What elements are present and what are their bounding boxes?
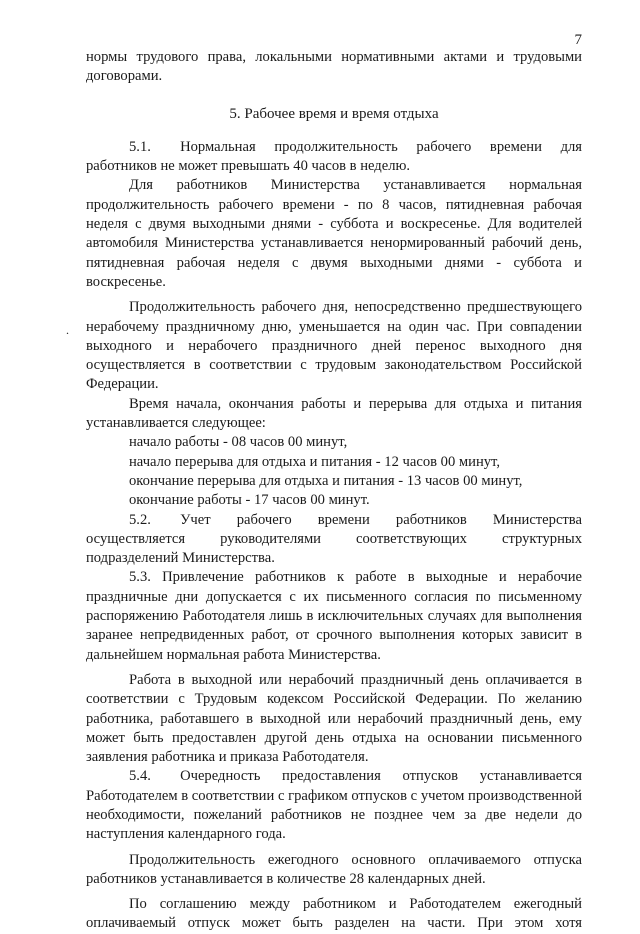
paragraph-weekend-pay: Работа в выходной или нерабочий праздничный день оплачивается в соответствии с Трудовым кодексом Российской Федерации. По желанию работника, работавшего в выходной или нерабочий праздничный день, ему может быть предоставлен другой день отдыха на основании письменного заявления работника и приказа Работодателя. — [86, 671, 582, 766]
paragraph-vacation-length: Продолжительность ежегодного основного оплачиваемого отпуска работников устанавливается в количестве 28 календарных дней. — [86, 851, 582, 887]
margin-dot: . — [66, 323, 69, 337]
paragraph-working-hours: Для работников Министерства устанавливается нормальная продолжительность рабочего времени - по 8 часов, пятидневная рабочая неделя с двумя выходными днями - суббота и воскресенье. Для водителей автомобиля Министерства устанавливается ненормированный рабочий день, пятидневная рабочая неделя с двумя выходными днями - суббота и воскресенье. — [86, 177, 582, 290]
document-body — [86, 48, 582, 934]
paragraph-5-3: 5.3. Привлечение работников к работе в выходные и нерабочие праздничные дни допускается с их письменного согласия по письменному распоряжению Работодателя лишь в исключительных случаях для выполнения заранее непредвиденных работ, от срочного выполнения которых зависит в дальнейшем нормальная работа Министерства. — [86, 569, 582, 663]
paragraph-5-1: 5.1. Нормальная продолжительность рабочего времени для работников не может превышать 40 часов в неделю. — [86, 138, 582, 175]
paragraph-5-4: 5.4. Очередность предоставления отпусков устанавливается Работодателем в соответствии с графиком отпусков с учетом производственной необходимости, пожеланий работников не позднее чем за две недели до наступления календарного года. — [86, 768, 582, 843]
paragraph-schedule-intro: Время начала, окончания работы и перерыва для отдыха и питания устанавливается следующее: — [86, 395, 582, 432]
schedule-item-break-start: начало перерыва для отдыха и питания - 12 часов 00 минут, — [129, 453, 500, 470]
paragraph-pre-holiday: Продолжительность рабочего дня, непосредственно предшествующего нерабочему праздничному дню, уменьшается на один час. При совпадении выходного и нерабочего праздничного дней перенос выходного дня осуществляется в соответствии с трудовым законодательством Российской Федерации. — [86, 299, 582, 393]
schedule-item-break-end: окончание перерыва для отдыха и питания - 13 часов 00 минут, — [129, 472, 523, 489]
schedule-item-start: начало работы - 08 часов 00 минут, — [129, 434, 348, 451]
section-title: 5. Рабочее время и время отдыха — [229, 105, 439, 122]
paragraph-continuation: нормы трудового права, локальными нормативными актами и трудовыми договорами. — [86, 49, 582, 85]
paragraph-vacation-split: По соглашению между работником и Работодателем ежегодный оплачиваемый отпуск может быть разделен на части. При этом хотя — [86, 896, 582, 932]
page-number: 7 — [574, 32, 582, 48]
schedule-item-end: окончание работы - 17 часов 00 минут. — [129, 492, 370, 509]
paragraph-5-2: 5.2. Учет рабочего времени работников Министерства осуществляется руководителями соответствующих структурных подразделений Министерства. — [86, 511, 582, 567]
